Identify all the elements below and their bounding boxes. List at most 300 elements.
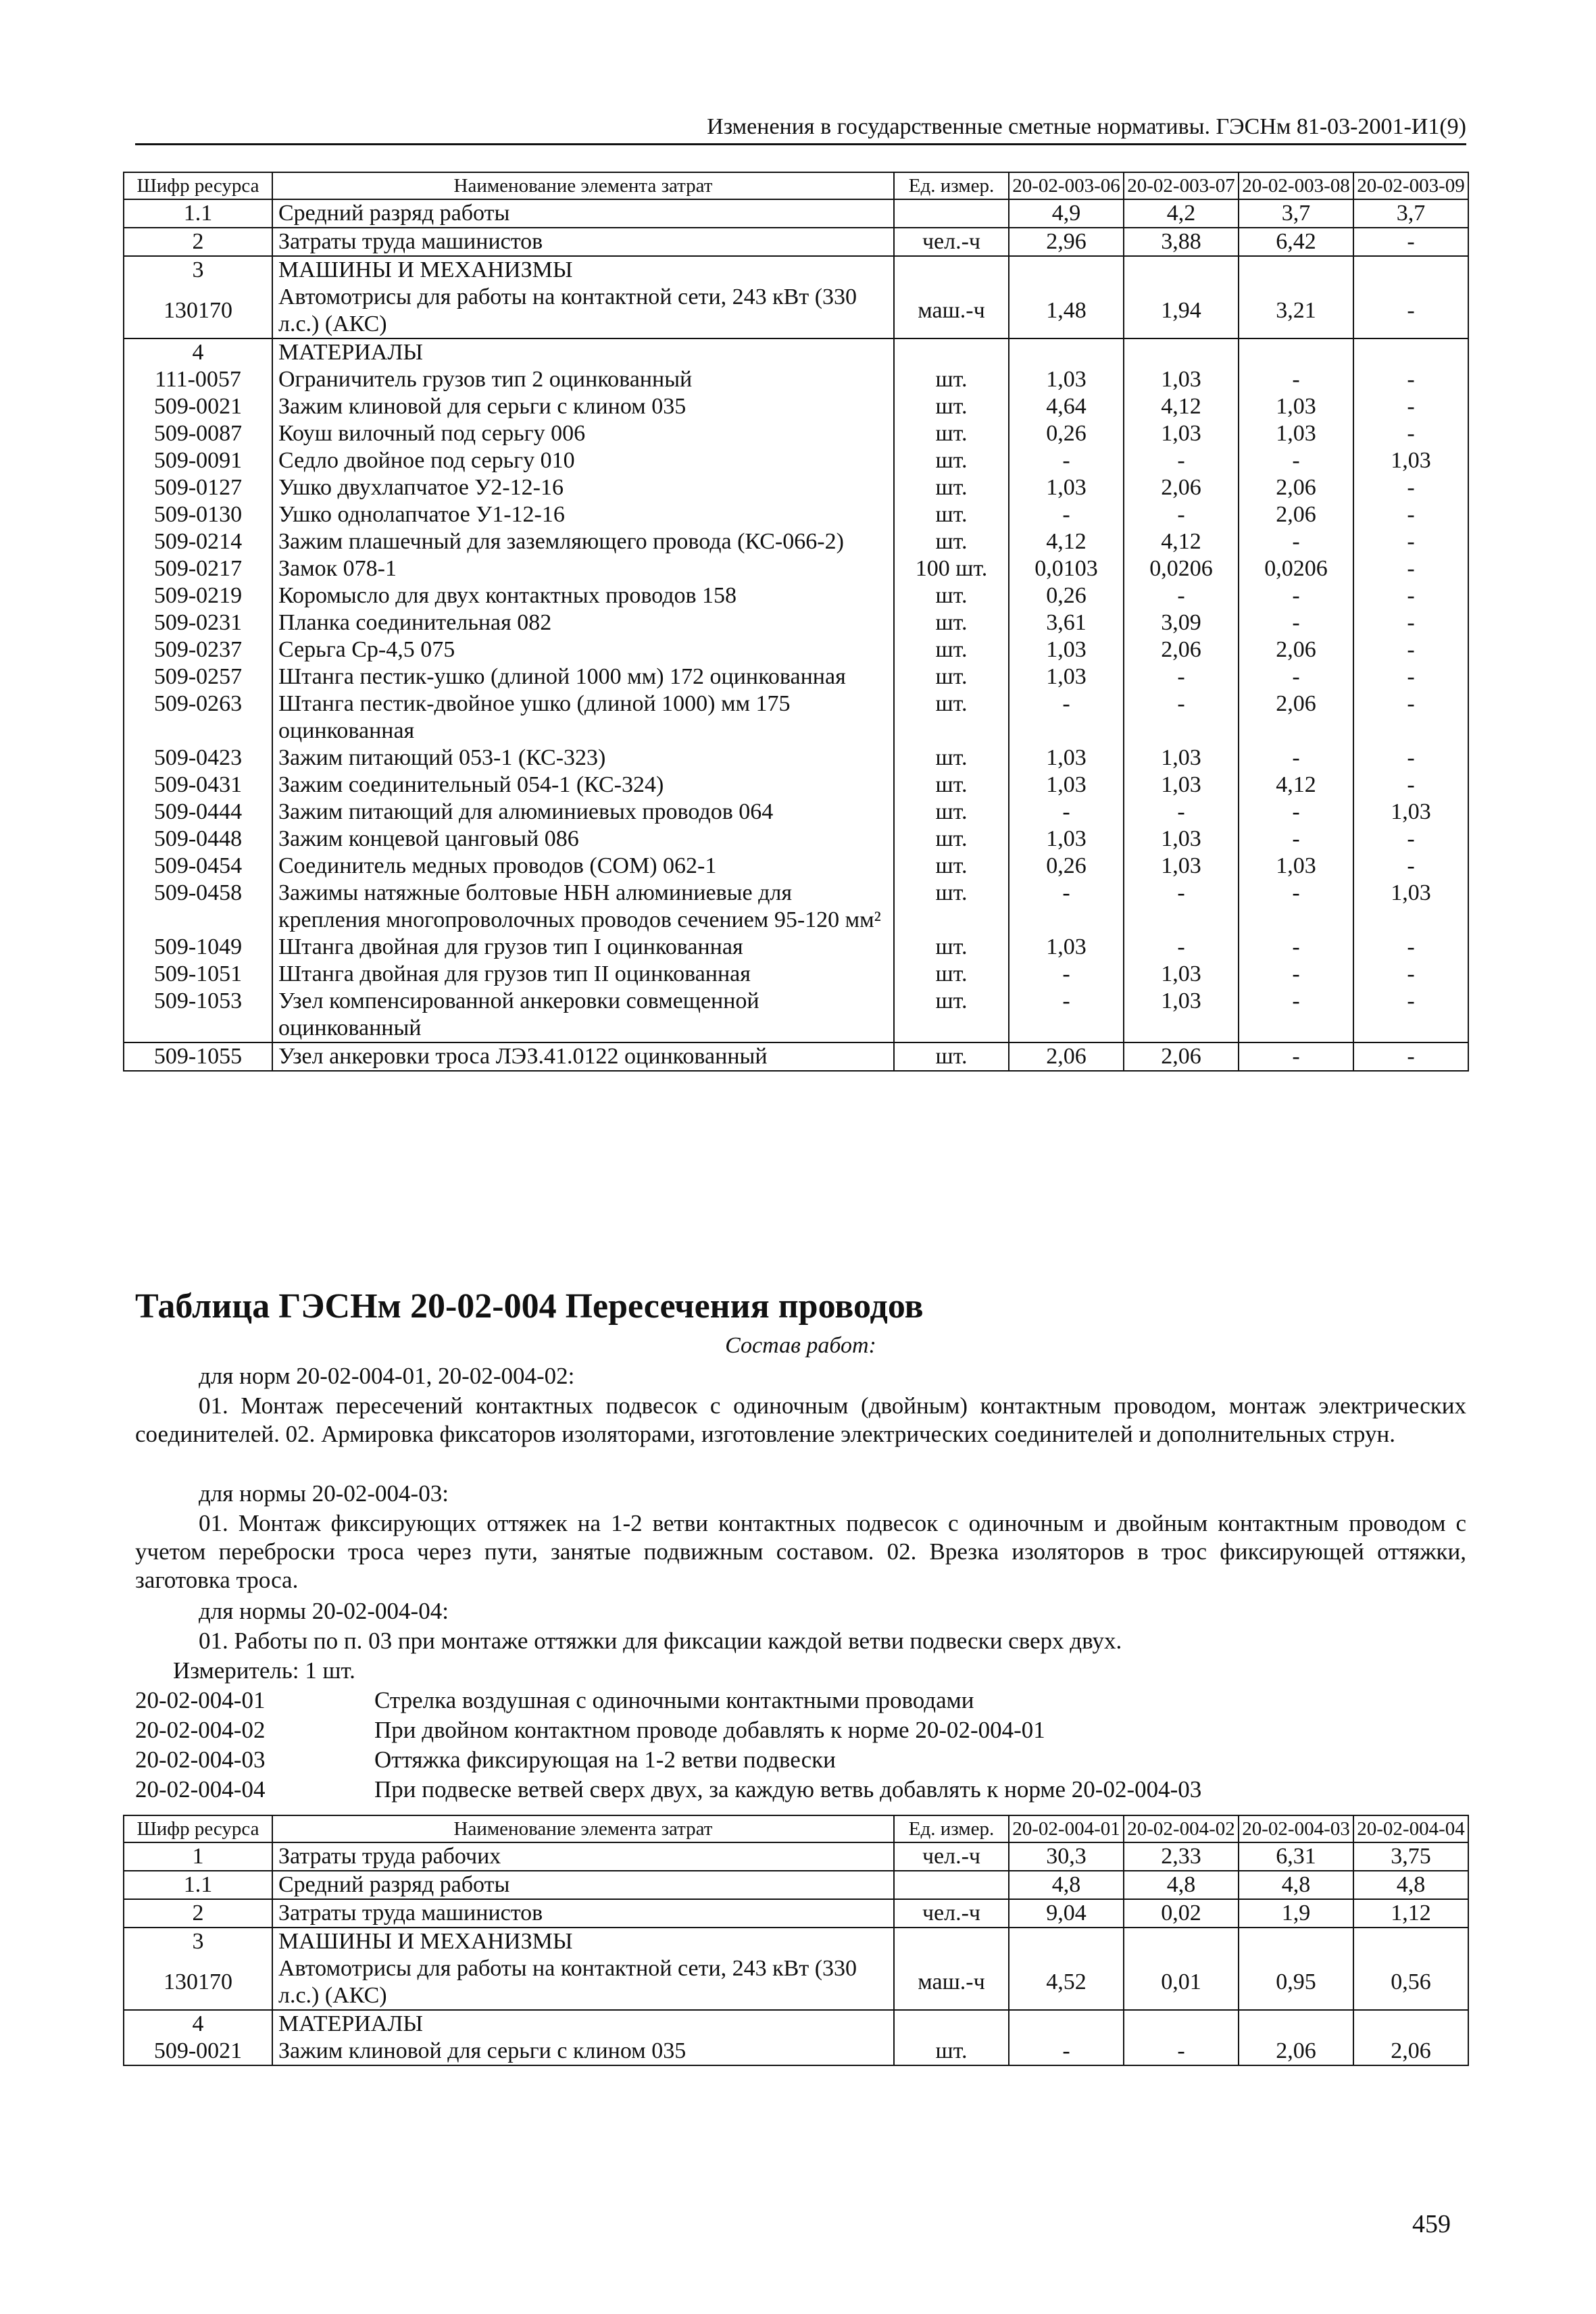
norm-value: - xyxy=(1009,501,1124,528)
table-row xyxy=(124,663,1468,690)
norm-value: - xyxy=(1239,934,1353,961)
table-row xyxy=(124,1842,1468,1871)
resource-code: 509-0021 xyxy=(124,393,272,420)
norm-value: - xyxy=(1353,961,1468,988)
norm-value: - xyxy=(1009,690,1124,745)
resource-code: 509-0423 xyxy=(124,745,272,772)
unit-of-measure: шт. xyxy=(894,826,1009,853)
table-row xyxy=(124,366,1468,393)
norm-value: 2,06 xyxy=(1009,1042,1124,1071)
table-row xyxy=(124,447,1468,474)
norm-value: - xyxy=(1353,501,1468,528)
norm-value: 0,0103 xyxy=(1009,555,1124,582)
unit-of-measure: шт. xyxy=(894,609,1009,636)
norm-value xyxy=(1353,338,1468,366)
resource-code: 130170 xyxy=(124,284,272,338)
resource-code: 4 xyxy=(124,338,272,366)
col-norm-header: 20-02-004-01 xyxy=(1009,1815,1124,1842)
norm-value: 0,0206 xyxy=(1124,555,1239,582)
norm-value: - xyxy=(1353,284,1468,338)
resource-code: 130170 xyxy=(124,1955,272,2010)
norm-value: 1,03 xyxy=(1124,772,1239,799)
norm-value: 1,03 xyxy=(1009,474,1124,501)
norm-value: - xyxy=(1124,447,1239,474)
table-title: Таблица ГЭСНм 20-02-004 Пересечения проводов xyxy=(135,1287,924,1326)
norm-value: 1,03 xyxy=(1124,988,1239,1042)
table-row xyxy=(124,256,1468,284)
norm-value: 3,7 xyxy=(1239,199,1353,228)
norm-value: 1,03 xyxy=(1009,772,1124,799)
unit-of-measure: чел.-ч xyxy=(894,228,1009,256)
norm-value: - xyxy=(1009,447,1124,474)
norm-value: - xyxy=(1239,663,1353,690)
norm-value: - xyxy=(1353,636,1468,663)
unit-of-measure: шт. xyxy=(894,393,1009,420)
norm-value: 0,26 xyxy=(1009,582,1124,609)
col-norm-header: 20-02-004-02 xyxy=(1124,1815,1239,1842)
norm-value: 4,12 xyxy=(1239,772,1353,799)
element-name: Автомотрисы для работы на контактной сети, 243 кВт (330 л.с.) (АКС) xyxy=(272,284,894,338)
norm-value: 3,88 xyxy=(1124,228,1239,256)
element-name: МАТЕРИАЛЫ xyxy=(272,338,894,366)
element-name: Замок 078-1 xyxy=(272,555,894,582)
unit-of-measure: шт. xyxy=(894,636,1009,663)
norm-value: - xyxy=(1239,961,1353,988)
norm-value: 0,26 xyxy=(1009,853,1124,880)
norm-value xyxy=(1353,256,1468,284)
element-name: Зажимы натяжные болтовые НБН алюминиевые для крепления многопроволочных проводов сечением 95-120 мм² xyxy=(272,880,894,934)
element-name: Затраты труда рабочих xyxy=(272,1842,894,1871)
page-number: 459 xyxy=(1412,2210,1451,2238)
norm-value xyxy=(1009,1928,1124,1955)
norm-value xyxy=(1239,338,1353,366)
element-name: Серьга Ср-4,5 075 xyxy=(272,636,894,663)
norm-value: 4,8 xyxy=(1353,1871,1468,1899)
resource-code: 509-0219 xyxy=(124,582,272,609)
norm-value: 1,03 xyxy=(1124,853,1239,880)
norm-value: - xyxy=(1353,393,1468,420)
col-norm-header: 20-02-003-09 xyxy=(1353,172,1468,199)
table-body xyxy=(124,199,1468,1071)
norm-value: - xyxy=(1239,1042,1353,1071)
resource-code: 111-0057 xyxy=(124,366,272,393)
col-name-header: Наименование элемента затрат xyxy=(272,1815,894,1842)
table-row xyxy=(124,636,1468,663)
resource-code: 509-0257 xyxy=(124,663,272,690)
resource-code: 3 xyxy=(124,256,272,284)
norm-value: - xyxy=(1239,826,1353,853)
norm-value: - xyxy=(1353,745,1468,772)
norm-value: 1,03 xyxy=(1124,420,1239,447)
unit-of-measure xyxy=(894,1871,1009,1899)
table-row xyxy=(124,1928,1468,1955)
resource-table-2 xyxy=(123,1815,1469,2066)
norm-value: 1,03 xyxy=(1009,826,1124,853)
norm-value: - xyxy=(1239,366,1353,393)
element-name: Ограничитель грузов тип 2 оцинкованный xyxy=(272,366,894,393)
table-row xyxy=(124,799,1468,826)
col-unit-header: Ед. измер. xyxy=(894,172,1009,199)
resource-code: 2 xyxy=(124,1899,272,1928)
norm-value: 4,9 xyxy=(1009,199,1124,228)
table-row xyxy=(124,338,1468,366)
unit-of-measure: шт. xyxy=(894,474,1009,501)
unit-of-measure: шт. xyxy=(894,853,1009,880)
element-name: Зажим клиновой для серьги с клином 035 xyxy=(272,2038,894,2065)
norm-value: - xyxy=(1353,228,1468,256)
unit-of-measure xyxy=(894,256,1009,284)
unit-of-measure: 100 шт. xyxy=(894,555,1009,582)
resource-code: 509-1053 xyxy=(124,988,272,1042)
element-name: Зажим плашечный для заземляющего провода (КС-066-2) xyxy=(272,528,894,555)
norm-value: 1,03 xyxy=(1124,366,1239,393)
unit-of-measure: шт. xyxy=(894,420,1009,447)
col-norm-header: 20-02-003-07 xyxy=(1124,172,1239,199)
norm-applicability: для нормы 20-02-004-03: xyxy=(199,1480,449,1507)
norm-value xyxy=(1124,338,1239,366)
unit-of-measure: чел.-ч xyxy=(894,1899,1009,1928)
table-row xyxy=(124,609,1468,636)
norm-value: - xyxy=(1353,772,1468,799)
unit-of-measure: маш.-ч xyxy=(894,1955,1009,2010)
table-header-row xyxy=(124,172,1468,199)
norm-value: 4,8 xyxy=(1124,1871,1239,1899)
work-composition-caption: Состав работ: xyxy=(725,1333,876,1358)
norm-value xyxy=(1353,1928,1468,1955)
unit-of-measure xyxy=(894,1928,1009,1955)
resource-code: 509-0454 xyxy=(124,853,272,880)
resource-code: 509-0091 xyxy=(124,447,272,474)
element-name: Автомотрисы для работы на контактной сети, 243 кВт (330 л.с.) (АКС) xyxy=(272,1955,894,2010)
col-code-header: Шифр ресурса xyxy=(124,172,272,199)
table-row xyxy=(124,501,1468,528)
unit-of-measure: шт. xyxy=(894,528,1009,555)
measure-unit: Измеритель: 1 шт. xyxy=(173,1657,355,1684)
norm-value: - xyxy=(1239,880,1353,934)
norm-value: - xyxy=(1353,555,1468,582)
norm-value: - xyxy=(1353,1042,1468,1071)
norm-value xyxy=(1239,256,1353,284)
col-norm-header: 20-02-003-06 xyxy=(1009,172,1124,199)
norm-value: 1,94 xyxy=(1124,284,1239,338)
unit-of-measure: чел.-ч xyxy=(894,1842,1009,1871)
table-row xyxy=(124,2038,1468,2065)
norm-value: 3,7 xyxy=(1353,199,1468,228)
norm-code: 20-02-004-02 xyxy=(135,1717,266,1743)
norm-value: - xyxy=(1124,501,1239,528)
table-row xyxy=(124,745,1468,772)
table-row xyxy=(124,880,1468,934)
norm-value xyxy=(1009,256,1124,284)
table-row xyxy=(124,772,1468,799)
element-name: Узел компенсированной анкеровки совмещенной оцинкованный xyxy=(272,988,894,1042)
resource-code: 509-0448 xyxy=(124,826,272,853)
norm-value: - xyxy=(1353,528,1468,555)
norm-value: 4,8 xyxy=(1009,1871,1124,1899)
page-header: Изменения в государственные сметные нормативы. ГЭСНм 81-03-2001-И1(9) xyxy=(135,114,1466,145)
norm-value: - xyxy=(1009,799,1124,826)
unit-of-measure: шт. xyxy=(894,663,1009,690)
norm-value: 0,0206 xyxy=(1239,555,1353,582)
norm-value: 2,06 xyxy=(1124,474,1239,501)
norm-value: - xyxy=(1124,799,1239,826)
norm-value: 3,21 xyxy=(1239,284,1353,338)
norm-value: 2,06 xyxy=(1239,690,1353,745)
norm-value: - xyxy=(1353,988,1468,1042)
norm-value: - xyxy=(1353,366,1468,393)
norm-value: - xyxy=(1239,745,1353,772)
element-name: Зажим клиновой для серьги с клином 035 xyxy=(272,393,894,420)
element-name: Средний разряд работы xyxy=(272,199,894,228)
element-name: Седло двойное под серьгу 010 xyxy=(272,447,894,474)
norm-value: 2,06 xyxy=(1239,474,1353,501)
norm-value: - xyxy=(1239,528,1353,555)
work-paragraph: 01. Монтаж пересечений контактных подвесок с одиночным (двойным) контактным проводом, монтаж электрических соединителей. 02. Армировка фиксаторов изоляторами, изготовление электрических соединителей и дополнительных струн. xyxy=(135,1392,1466,1447)
resource-code: 509-0021 xyxy=(124,2038,272,2065)
table-row xyxy=(124,1042,1468,1071)
norm-value: 1,03 xyxy=(1009,745,1124,772)
norm-value: 2,96 xyxy=(1009,228,1124,256)
element-name: Коуш вилочный под серьгу 006 xyxy=(272,420,894,447)
norm-value: 4,8 xyxy=(1239,1871,1353,1899)
element-name: Планка соединительная 082 xyxy=(272,609,894,636)
norm-value: 3,09 xyxy=(1124,609,1239,636)
norm-value: 3,61 xyxy=(1009,609,1124,636)
element-name: МАШИНЫ И МЕХАНИЗМЫ xyxy=(272,256,894,284)
norm-value: 2,06 xyxy=(1239,501,1353,528)
resource-code: 1 xyxy=(124,1842,272,1871)
table-body xyxy=(124,1842,1468,2065)
work-paragraph: 01. Работы по п. 03 при монтаже оттяжки для фиксации каждой ветви подвески сверх двух. xyxy=(199,1628,1122,1654)
norm-value: 4,52 xyxy=(1009,1955,1124,2010)
element-name: Средний разряд работы xyxy=(272,1871,894,1899)
norm-value: 1,03 xyxy=(1009,934,1124,961)
table-row xyxy=(124,474,1468,501)
norm-value: 4,2 xyxy=(1124,199,1239,228)
norm-value: - xyxy=(1353,826,1468,853)
norm-code: 20-02-004-04 xyxy=(135,1776,266,1803)
norm-value: - xyxy=(1353,934,1468,961)
element-name: Штанга пестик-ушко (длиной 1000 мм) 172 оцинкованная xyxy=(272,663,894,690)
unit-of-measure: шт. xyxy=(894,1042,1009,1071)
element-name: Коромысло для двух контактных проводов 158 xyxy=(272,582,894,609)
norm-value xyxy=(1009,2010,1124,2038)
norm-value: 0,01 xyxy=(1124,1955,1239,2010)
norm-value: 9,04 xyxy=(1009,1899,1124,1928)
norm-value: 1,03 xyxy=(1239,393,1353,420)
table-row xyxy=(124,1899,1468,1928)
norm-value: 2,06 xyxy=(1239,636,1353,663)
unit-of-measure: шт. xyxy=(894,961,1009,988)
unit-of-measure: шт. xyxy=(894,988,1009,1042)
resource-code: 4 xyxy=(124,2010,272,2038)
norm-code: 20-02-004-03 xyxy=(135,1746,266,1773)
resource-code: 2 xyxy=(124,228,272,256)
table-row xyxy=(124,961,1468,988)
norm-value: - xyxy=(1353,582,1468,609)
table-row xyxy=(124,690,1468,745)
resource-code: 1.1 xyxy=(124,199,272,228)
norm-value: - xyxy=(1239,447,1353,474)
element-name: Зажим соединительный 054-1 (КС-324) xyxy=(272,772,894,799)
norm-value: - xyxy=(1239,609,1353,636)
resource-code: 509-0231 xyxy=(124,609,272,636)
table-row xyxy=(124,528,1468,555)
unit-of-measure: шт. xyxy=(894,501,1009,528)
norm-value: 2,33 xyxy=(1124,1842,1239,1871)
col-name-header: Наименование элемента затрат xyxy=(272,172,894,199)
norm-value: 4,64 xyxy=(1009,393,1124,420)
col-norm-header: 20-02-003-08 xyxy=(1239,172,1353,199)
element-name: Штанга пестик-двойное ушко (длиной 1000) мм 175 оцинкованная xyxy=(272,690,894,745)
col-code-header: Шифр ресурса xyxy=(124,1815,272,1842)
unit-of-measure xyxy=(894,338,1009,366)
unit-of-measure xyxy=(894,199,1009,228)
element-name: Зажим питающий для алюминиевых проводов 064 xyxy=(272,799,894,826)
norm-value: - xyxy=(1353,609,1468,636)
table-row xyxy=(124,420,1468,447)
resource-code: 509-1051 xyxy=(124,961,272,988)
unit-of-measure: шт. xyxy=(894,772,1009,799)
element-name: Ушко двухлапчатое У2-12-16 xyxy=(272,474,894,501)
resource-code: 509-0217 xyxy=(124,555,272,582)
norm-value: 1,03 xyxy=(1239,420,1353,447)
norm-value: 4,12 xyxy=(1009,528,1124,555)
norm-value: - xyxy=(1124,934,1239,961)
norm-value: - xyxy=(1353,420,1468,447)
resource-code: 3 xyxy=(124,1928,272,1955)
norm-value: 3,75 xyxy=(1353,1842,1468,1871)
norm-value: 1,12 xyxy=(1353,1899,1468,1928)
norm-value: 1,03 xyxy=(1124,961,1239,988)
resource-code: 509-1049 xyxy=(124,934,272,961)
norm-value: 1,03 xyxy=(1353,447,1468,474)
resource-code: 509-0237 xyxy=(124,636,272,663)
norm-code: 20-02-004-01 xyxy=(135,1687,266,1713)
table-row xyxy=(124,826,1468,853)
norm-description: При подвеске ветвей сверх двух, за каждую ветвь добавлять к норме 20-02-004-03 xyxy=(374,1776,1202,1803)
unit-of-measure: шт. xyxy=(894,880,1009,934)
norm-value: 1,48 xyxy=(1009,284,1124,338)
col-unit-header: Ед. измер. xyxy=(894,1815,1009,1842)
unit-of-measure: шт. xyxy=(894,366,1009,393)
resource-code: 509-0214 xyxy=(124,528,272,555)
norm-value: 6,42 xyxy=(1239,228,1353,256)
element-name: Узел анкеровки троса ЛЭЗ.41.0122 оцинкованный xyxy=(272,1042,894,1071)
element-name: Штанга двойная для грузов тип I оцинкованная xyxy=(272,934,894,961)
table-header-row xyxy=(124,1815,1468,1842)
norm-value: - xyxy=(1124,880,1239,934)
col-norm-header: 20-02-004-04 xyxy=(1353,1815,1468,1842)
norm-value: - xyxy=(1353,474,1468,501)
norm-value: 0,26 xyxy=(1009,420,1124,447)
unit-of-measure: шт. xyxy=(894,582,1009,609)
norm-description: При двойном контактном проводе добавлять к норме 20-02-004-01 xyxy=(374,1717,1045,1743)
element-name: Зажим питающий 053-1 (КС-323) xyxy=(272,745,894,772)
table-row xyxy=(124,1871,1468,1899)
table-row xyxy=(124,1955,1468,2010)
norm-value: 0,56 xyxy=(1353,1955,1468,2010)
table-row xyxy=(124,934,1468,961)
norm-value xyxy=(1353,2010,1468,2038)
resource-code: 509-0431 xyxy=(124,772,272,799)
norm-value: 4,12 xyxy=(1124,393,1239,420)
resource-code: 509-1055 xyxy=(124,1042,272,1071)
resource-code: 1.1 xyxy=(124,1871,272,1899)
unit-of-measure: шт. xyxy=(894,2038,1009,2065)
unit-of-measure: шт. xyxy=(894,690,1009,745)
norm-value: 6,31 xyxy=(1239,1842,1353,1871)
norm-value: 2,06 xyxy=(1124,1042,1239,1071)
norm-value: - xyxy=(1124,663,1239,690)
norm-value: 2,06 xyxy=(1124,636,1239,663)
resource-code: 509-0130 xyxy=(124,501,272,528)
norm-value: - xyxy=(1009,2038,1124,2065)
norm-value xyxy=(1239,1928,1353,1955)
element-name: МАШИНЫ И МЕХАНИЗМЫ xyxy=(272,1928,894,1955)
unit-of-measure xyxy=(894,2010,1009,2038)
table-row xyxy=(124,284,1468,338)
norm-value: 1,03 xyxy=(1353,799,1468,826)
norm-value xyxy=(1124,2010,1239,2038)
norm-value: - xyxy=(1124,690,1239,745)
unit-of-measure: маш.-ч xyxy=(894,284,1009,338)
table-row xyxy=(124,582,1468,609)
norm-value: - xyxy=(1353,853,1468,880)
norm-value: 1,03 xyxy=(1353,880,1468,934)
norm-value: 0,95 xyxy=(1239,1955,1353,2010)
norm-value: 0,02 xyxy=(1124,1899,1239,1928)
norm-value: - xyxy=(1009,880,1124,934)
norm-value: 1,03 xyxy=(1124,745,1239,772)
norm-applicability: для норм 20-02-004-01, 20-02-004-02: xyxy=(199,1363,575,1389)
norm-description: Стрелка воздушная с одиночными контактными проводами xyxy=(374,1687,974,1713)
norm-value xyxy=(1124,1928,1239,1955)
table-row xyxy=(124,555,1468,582)
unit-of-measure: шт. xyxy=(894,447,1009,474)
resource-code: 509-0087 xyxy=(124,420,272,447)
norm-value: 4,12 xyxy=(1124,528,1239,555)
norm-value: - xyxy=(1009,988,1124,1042)
work-paragraph: 01. Монтаж фиксирующих оттяжек на 1-2 ветви контактных подвесок с одиночным и двойным контактным проводом с учетом переброски троса через пути, занятые подвижным составом. 02. Врезка изоляторов в трос фиксирующей оттяжки, заготовка троса. xyxy=(135,1510,1466,1593)
norm-value: 2,06 xyxy=(1353,2038,1468,2065)
norm-value: 1,03 xyxy=(1009,366,1124,393)
norm-value xyxy=(1124,256,1239,284)
resource-code: 509-0263 xyxy=(124,690,272,745)
norm-value xyxy=(1009,338,1124,366)
norm-value: - xyxy=(1239,988,1353,1042)
element-name: Ушко однолапчатое У1-12-16 xyxy=(272,501,894,528)
element-name: Затраты труда машинистов xyxy=(272,228,894,256)
norm-value: - xyxy=(1239,799,1353,826)
resource-code: 509-0458 xyxy=(124,880,272,934)
norm-value: 30,3 xyxy=(1009,1842,1124,1871)
norm-value: - xyxy=(1353,690,1468,745)
unit-of-measure: шт. xyxy=(894,745,1009,772)
norm-value: - xyxy=(1009,961,1124,988)
table-row xyxy=(124,199,1468,228)
col-norm-header: 20-02-004-03 xyxy=(1239,1815,1353,1842)
norm-value: - xyxy=(1124,2038,1239,2065)
norm-value: 1,03 xyxy=(1239,853,1353,880)
element-name: Зажим концевой цанговый 086 xyxy=(272,826,894,853)
norm-description: Оттяжка фиксирующая на 1-2 ветви подвески xyxy=(374,1746,836,1773)
resource-table-1 xyxy=(123,172,1469,1072)
table-row xyxy=(124,988,1468,1042)
table-row xyxy=(124,393,1468,420)
norm-value: - xyxy=(1124,582,1239,609)
norm-value: 1,9 xyxy=(1239,1899,1353,1928)
